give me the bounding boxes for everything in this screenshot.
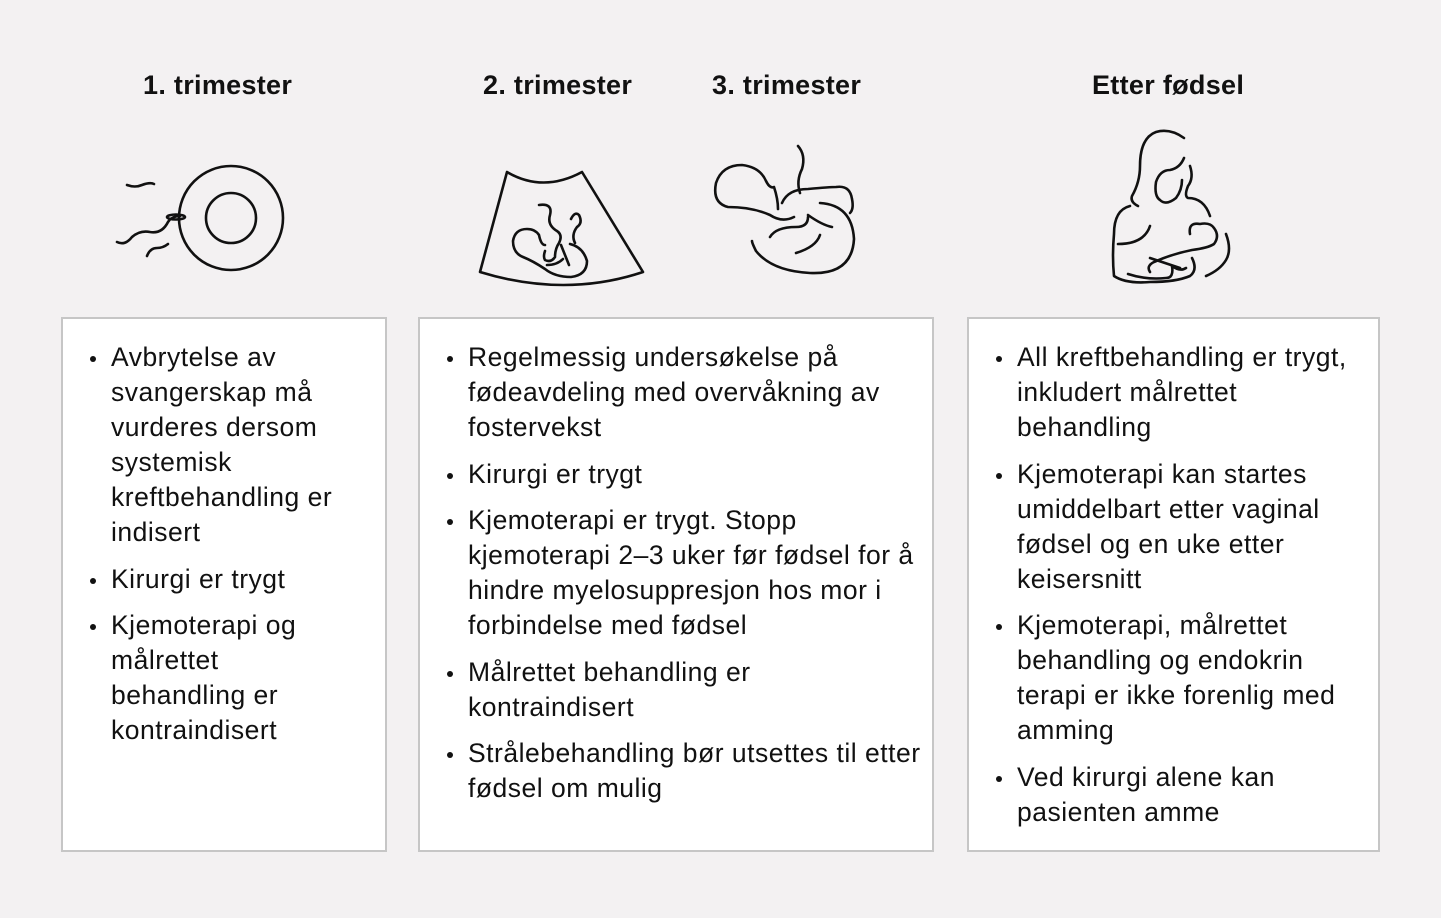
trimester-2-3-box [418, 317, 934, 852]
list-item: Kjemoterapi kan startes umiddelbart etter vaginal fødsel og en uke etter keisersnitt [969, 457, 1327, 597]
list-item: All kreftbehandling er trygt, inkludert målrettet behandling [969, 340, 1362, 445]
list-item: Målrettet behandling er kontraindisert [420, 655, 808, 725]
list-item: Strålebehandling bør utsettes til etter fødsel om mulig [420, 736, 922, 806]
heading-trimester-3: 3. trimester [712, 70, 862, 100]
list-item: Regelmessig undersøkelse på fødeavdeling med overvåkning av fostervekst [420, 340, 888, 445]
trimester-1-list [63, 340, 377, 748]
list-item: Kjemoterapi og målrettet behandling er kontraindisert [63, 608, 311, 748]
heading-trimester-1: 1. trimester [143, 70, 293, 100]
list-item: Avbrytelse av svangerskap må vurderes dersom systemisk kreftbehandling er indisert [63, 340, 377, 550]
list-item: Kjemoterapi, målrettet behandling og endokrin terapi er ikke forenlig med amming [969, 608, 1337, 748]
list-item: Kirurgi er trygt [420, 457, 922, 492]
heading-postpartum: Etter fødsel [1092, 70, 1245, 100]
list-item: Kjemoterapi er trygt. Stopp kjemoterapi 2–3 uker før fødsel for å hindre myelosuppresjon hos mor i forbindelse med fødsel [420, 503, 922, 643]
list-item: Kirurgi er trygt [63, 562, 377, 597]
trimester-2-3-list [420, 340, 922, 806]
postpartum-list [969, 340, 1362, 830]
egg-cell-sperm-icon [110, 160, 290, 276]
trimester-1-box [61, 317, 387, 852]
mother-holding-baby-icon [1110, 126, 1240, 290]
fetus-umbilical-icon [712, 143, 862, 278]
list-item: Ved kirurgi alene kan pasienten amme [969, 760, 1297, 830]
heading-trimester-2: 2. trimester [483, 70, 633, 100]
postpartum-box [967, 317, 1380, 852]
ultrasound-fetus-icon [475, 165, 650, 287]
